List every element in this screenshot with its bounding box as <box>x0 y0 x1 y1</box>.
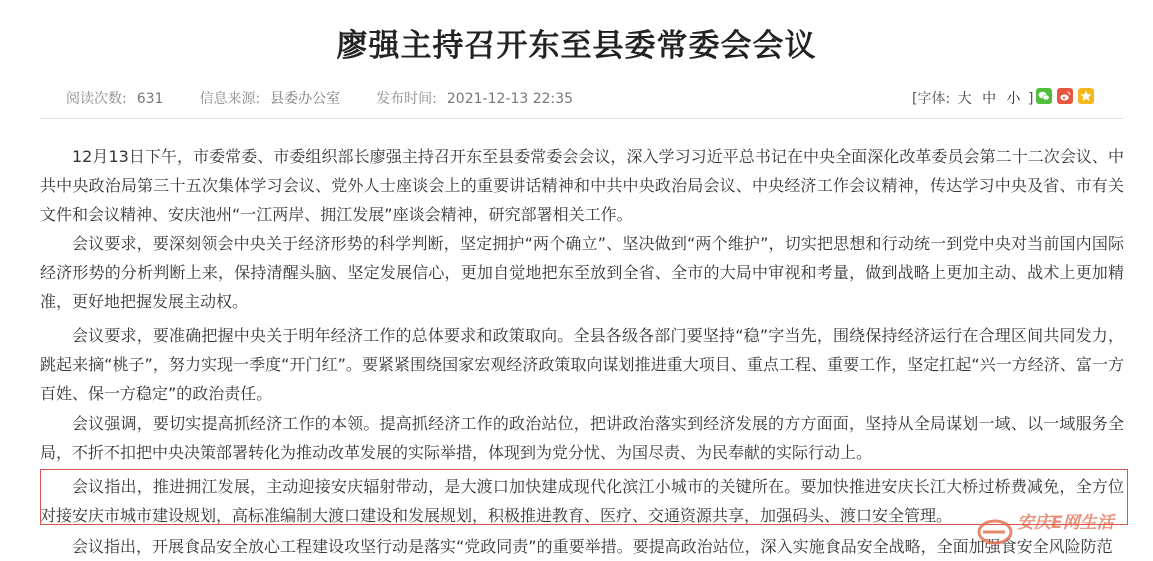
font-size-large-button[interactable]: 大 <box>957 91 972 107</box>
highlight-box <box>40 469 1128 525</box>
share-bar <box>1036 88 1094 104</box>
publish-time: 发布时间: 2021-12-13 22:35 <box>376 91 574 107</box>
paragraph-1: 12月13日下午，市委常委、市委组织部长廖强主持召开东至县委常委会会议，深入学习习近平总书记在中央全面深化改革委员会第二十二次会议、中共中央政治局第三十五次集体学习会议、党外人士座谈会上的重要讲话精神和中共中央政治局会议、中央经济工作会议精神，传达学习中央及省、市有关文件和会议精神、安庆池州“一江两岸、拥江发展”座谈会精神，研究部署相关工作。 <box>40 147 1124 224</box>
paragraph-4: 会议强调，要切实提高抓经济工作的本领。提高抓经济工作的政治站位，把讲政治落实到经济发展的方方面面，坚持从全局谋划一域、以一域服务全局，不折不扣把中央决策部署转化为推动改革发展的实际举措，体现到为党分忧、为国尽责、为民奉献的实际行动上。 <box>40 414 1124 462</box>
meta-divider <box>40 118 1123 119</box>
weibo-icon[interactable] <box>1057 88 1073 104</box>
article-title: 廖强主持召开东至县委常委会会议 <box>336 28 817 64</box>
paragraph-6: 会议指出，开展食品安全放心工程建设攻坚行动是落实“党政同责”的重要举措。要提高政治站位，深入实施食品安全战略，全面加强食安全风险防范 <box>72 537 1113 556</box>
read-count: 阅读次数: 631 <box>66 91 164 107</box>
font-size-medium-button[interactable]: 中 <box>982 91 997 107</box>
qzone-icon[interactable] <box>1078 88 1094 104</box>
paragraph-3: 会议要求，要准确把握中央关于明年经济工作的总体要求和政策取向。全县各级各部门要坚持“稳”字当先，围绕保持经济运行在合理区间共同发力，跳起来摘“桃子”，努力实现一季度“开门红”。要紧紧围绕国家宏观经济政策取向谋划推进重大项目、重点工程、重要工作，坚定扛起“兴一方经济、富一方百姓、保一方稳定”的政治责任。 <box>40 326 1124 403</box>
font-size-selector: [字体: 大 中 小 ] <box>912 91 1034 107</box>
article-meta <box>66 88 573 108</box>
watermark-text: 安庆E网生活 <box>1017 513 1114 533</box>
info-source: 信息来源: 县委办公室 <box>199 91 341 107</box>
watermark-logo <box>975 508 1145 550</box>
wechat-icon[interactable] <box>1036 88 1052 104</box>
watermark-logo-icon <box>975 508 1145 550</box>
font-size-small-button[interactable]: 小 <box>1006 91 1021 107</box>
paragraph-5: 会议指出，推进拥江发展，主动迎接安庆辐射带动，是大渡口加快建成现代化滨江小城市的关键所在。要加快推进安庆长江大桥过桥费减免，全方位对接安庆市城市建设规划，高标准编制大渡口建设和发展规划，积极推进教育、医疗、交通资源共享，加强码头、渡口安全管理。 <box>40 477 1124 525</box>
paragraph-2: 会议要求，要深刻领会中央关于经济形势的科学判断，坚定拥护“两个确立”、坚决做到“两个维护”，切实把思想和行动统一到党中央对当前国内国际经济形势的分析判断上来，保持清醒头脑、坚定发展信心，更加自觉地把东至放到全省、全市的大局中审视和考量，做到战略上更加主动、战术上更加精准，更好地把握发展主动权。 <box>40 234 1124 311</box>
